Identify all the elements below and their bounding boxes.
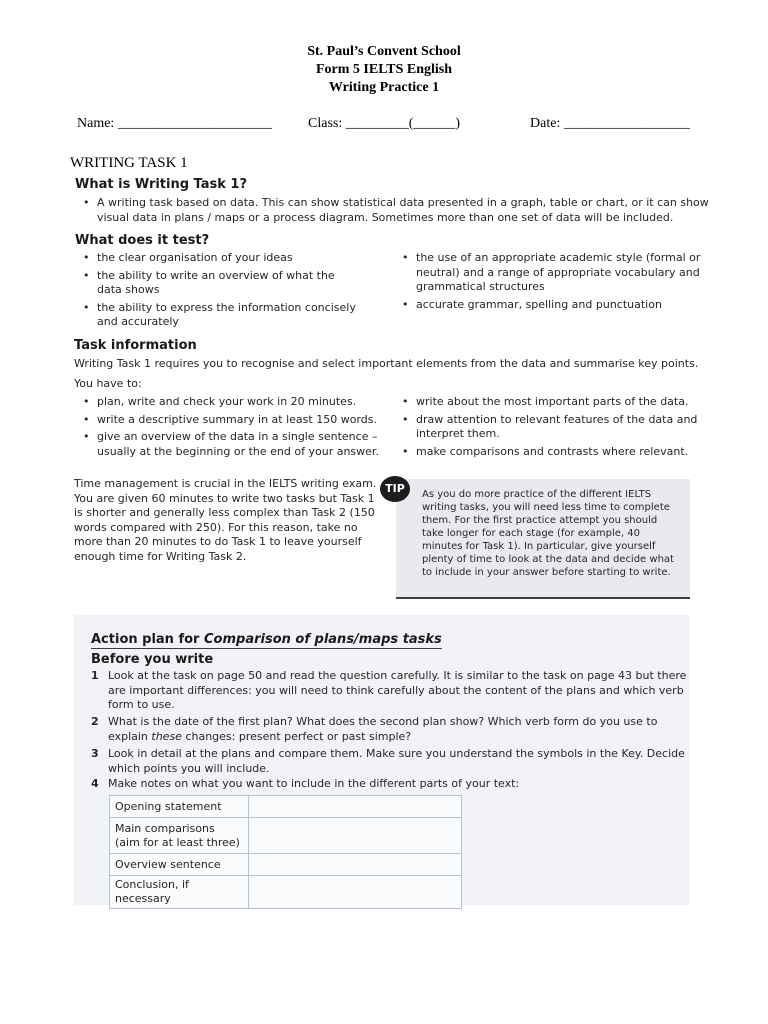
table-row (110, 876, 462, 909)
bullet-icon: • (402, 251, 409, 264)
list-item (83, 395, 397, 410)
list-item (402, 395, 716, 410)
worksheet-title: Writing Practice 1 (328, 80, 440, 95)
bullet-icon: • (83, 251, 90, 264)
step-line: Make notes on what you want to include in the different parts of your text: (108, 777, 520, 790)
list-item-line: write about the most important parts of the data. (416, 395, 689, 408)
step-4 (91, 777, 520, 792)
task-info-heading: Task information (74, 338, 197, 353)
list-item-line: usually at the beginning or the end of your answer. (97, 444, 379, 458)
table-row-label: Opening statement (110, 796, 249, 818)
section-title: WRITING TASK 1 (70, 155, 188, 171)
list-item-line: the ability to write an overview of what the (97, 268, 335, 282)
table-row (110, 854, 462, 876)
tests-right-list (402, 251, 706, 315)
bullet-icon: • (83, 395, 90, 408)
list-item-line: plan, write and check your work in 20 minutes. (97, 395, 357, 408)
date-field: Date: __________________ (530, 116, 690, 131)
step-line: are important differences: you will need to think carefully about the content of the plans and which verb (108, 683, 684, 697)
tip-line: to include in your answer before starting to write. (422, 567, 671, 578)
step-number: 1 (91, 669, 99, 682)
list-item-line: the clear organisation of your ideas (97, 251, 293, 264)
school-name: St. Paul’s Convent School (307, 44, 461, 59)
list-item (83, 251, 387, 266)
tip-badge: TIP (380, 476, 410, 502)
notes-cell[interactable] (249, 854, 462, 876)
tip-line: plenty of time to look at the data and decide what (422, 554, 674, 565)
list-item-line: and accurately (97, 315, 179, 328)
paragraph-line: You are given 60 minutes to write two tasks but Task 1 (74, 491, 375, 505)
list-item-line: draw attention to relevant features of the data and (416, 412, 698, 426)
list-item (83, 412, 397, 428)
step-text-italic: these (151, 729, 182, 743)
what-is-line: visual data in plans / maps or a process diagram. Sometimes more than one set of data will be included. (97, 210, 674, 224)
tip-line: take longer for each stage (for example, 40 (422, 528, 640, 539)
bullet-icon: • (402, 412, 409, 426)
course-name: Form 5 IELTS English (315, 62, 453, 77)
notes-table (109, 795, 462, 909)
time-management-paragraph (74, 477, 376, 565)
list-item-line: accurate grammar, spelling and punctuation (416, 297, 662, 311)
step-3 (91, 747, 685, 776)
table-row (110, 796, 462, 818)
what-is-bullet (83, 196, 709, 225)
paragraph-line: is shorter and generally less complex than Task 2 (150 (74, 506, 375, 520)
tip-text (422, 488, 680, 579)
step-line: Look at the task on page 50 and read the question carefully. It is similar to the task on page 43 but there (108, 669, 687, 682)
step-line: form to use. (108, 698, 175, 711)
list-item-line: the ability to express the information concisely (97, 300, 356, 314)
list-item-line: grammatical structures (416, 280, 545, 293)
bullet-icon: • (83, 430, 90, 443)
paragraph-line: Time management is crucial in the IELTS writing exam. (74, 477, 377, 490)
bullet-icon: • (83, 268, 90, 282)
tip-line: writing tasks, you will need less time to complete (422, 502, 670, 513)
list-item (402, 297, 706, 313)
paragraph-line: words compared with 250). For this reason, take no (74, 520, 358, 534)
step-number: 3 (91, 747, 99, 760)
task-info-intro: Writing Task 1 requires you to recognise and select important elements from the data and summarise key points. (74, 357, 699, 370)
you-have-to: You have to: (74, 377, 142, 390)
bullet-icon: • (83, 412, 90, 426)
action-plan-title-prefix: Action plan for (91, 632, 204, 647)
list-item (83, 300, 387, 330)
step-text: explain (108, 729, 152, 743)
list-item-line: the use of an appropriate academic style (formal or (416, 251, 701, 264)
step-number: 4 (91, 777, 99, 790)
what-is-heading: What is Writing Task 1? (75, 177, 248, 192)
action-plan-title-italic: Comparison of plans/maps tasks (204, 632, 442, 647)
step-1 (91, 669, 687, 713)
list-item (402, 251, 706, 295)
list-item (83, 268, 387, 298)
task-right-list (402, 395, 716, 462)
notes-cell[interactable] (249, 796, 462, 818)
step-2 (91, 715, 658, 744)
bullet-icon: • (402, 444, 409, 458)
step-line: which points you will include. (108, 761, 270, 775)
table-row-label: Conclusion, if necessary (110, 876, 249, 909)
label-line: (aim for at least three) (115, 835, 240, 849)
step-line (108, 730, 657, 745)
before-you-write-heading: Before you write (91, 652, 214, 667)
paragraph-line: enough time for Writing Task 2. (74, 549, 247, 563)
class-field: Class: _________(______) (308, 116, 461, 131)
list-item (402, 412, 716, 442)
paragraph-line: more than 20 minutes to do Task 1 to leave yourself (74, 535, 362, 549)
bullet-icon: • (402, 395, 409, 408)
tests-left-list (83, 251, 387, 333)
step-text: changes: present perfect or past simple? (181, 729, 412, 743)
step-number: 2 (91, 715, 99, 728)
notes-cell[interactable] (249, 818, 462, 854)
step-line: What is the date of the first plan? What does the second plan show? Which verb form do you use to (108, 715, 658, 728)
tip-line: As you do more practice of the different IELTS (422, 489, 652, 500)
what-is-line: A writing task based on data. This can show statistical data presented in a graph, table or chart, or it can show (97, 196, 709, 209)
table-row-label: Overview sentence (110, 854, 249, 876)
list-item (83, 430, 397, 459)
action-plan-title (91, 632, 442, 649)
what-tests-heading: What does it test? (75, 233, 210, 248)
bullet-icon: • (83, 300, 90, 314)
list-item-line: interpret them. (416, 427, 500, 440)
list-item-line: make comparisons and contrasts where relevant. (416, 444, 689, 458)
label-line: Main comparisons (115, 821, 215, 835)
table-row (110, 818, 462, 854)
name-field: Name: ______________________ (77, 116, 272, 131)
list-item (402, 444, 716, 460)
list-item-line: write a descriptive summary in at least 150 words. (97, 412, 377, 426)
tip-line: them. For the first practice attempt you should (422, 515, 658, 526)
bullet-icon: • (83, 196, 90, 209)
table-row-label (110, 818, 249, 854)
tip-line: minutes for Task 1). In particular, give yourself (422, 541, 656, 552)
task-left-list (83, 395, 397, 462)
step-line: Look in detail at the plans and compare them. Make sure you understand the symbols in the Key. Decide (108, 747, 685, 760)
list-item-line: neutral) and a range of appropriate vocabulary and (416, 265, 700, 279)
list-item-line: give an overview of the data in a single sentence – (97, 430, 378, 443)
notes-cell[interactable] (249, 876, 462, 909)
bullet-icon: • (402, 297, 409, 311)
list-item-line: data shows (97, 283, 160, 296)
